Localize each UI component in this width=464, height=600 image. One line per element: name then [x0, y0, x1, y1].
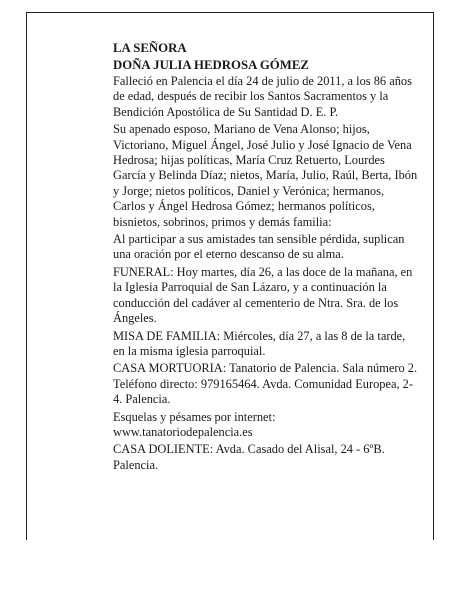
paragraph-funeral-home: CASA MORTUORIA: Tanatorio de Palencia. Sala número 2. Teléfono directo: 979165464. Avda. Comunidad Europea, 2-4. Palencia. [113, 361, 418, 407]
paragraph-family: Su apenado esposo, Mariano de Vena Alonso; hijos, Victoriano, Miguel Ángel, José Julio y José Ignacio de Vena Hedrosa; hijas políticas, María Cruz Retuerto, Lourdes García y Belinda Díaz; nietos, María, Julio, Raúl, Berta, Ibón y Jorge; nietos políticos, Daniel y Verónica; hermanos, Carlos y Ángel Hedrosa Gómez; hermanos políticos, bisnietos, sobrinos, primos y demás familia: [113, 122, 418, 229]
notice-heading-name: DOÑA JULIA HEDROSA GÓMEZ [113, 58, 309, 72]
paragraph-internet: Esquelas y pésames por internet: www.tanatoriodepalencia.es [113, 409, 276, 439]
obituary-notice [113, 40, 418, 475]
paragraph-family-mass: MISA DE FAMILIA: Miércoles, día 27, a las 8 de la tarde, en la misma iglesia parroquial. [113, 328, 406, 358]
paragraph-thanks: Al participar a sus amistades tan sensible pérdida, suplican una oración por el eterno descanso de su alma. [113, 232, 405, 262]
paragraph-family-home: CASA DOLIENTE: Avda. Casado del Alisal, 24 - 6ºB. Palencia. [113, 442, 385, 472]
border-top [26, 12, 434, 13]
border-left [26, 12, 27, 540]
border-right [433, 12, 434, 540]
paragraph-death-announcement: Falleció en Palencia el día 24 de julio de 2011, a los 86 años de edad, después de recibir los Santos Sacramentos y la Bendición Apostólica de Su Santidad D. E. P. [113, 74, 412, 119]
paragraph-funeral: FUNERAL: Hoy martes, día 26, a las doce de la mañana, en la Iglesia Parroquial de San Lázaro, y a continuación la conducción del cadáver al cementerio de Ntra. Sra. de los Ángeles. [113, 264, 413, 326]
notice-heading-title: LA SEÑORA [113, 41, 187, 55]
